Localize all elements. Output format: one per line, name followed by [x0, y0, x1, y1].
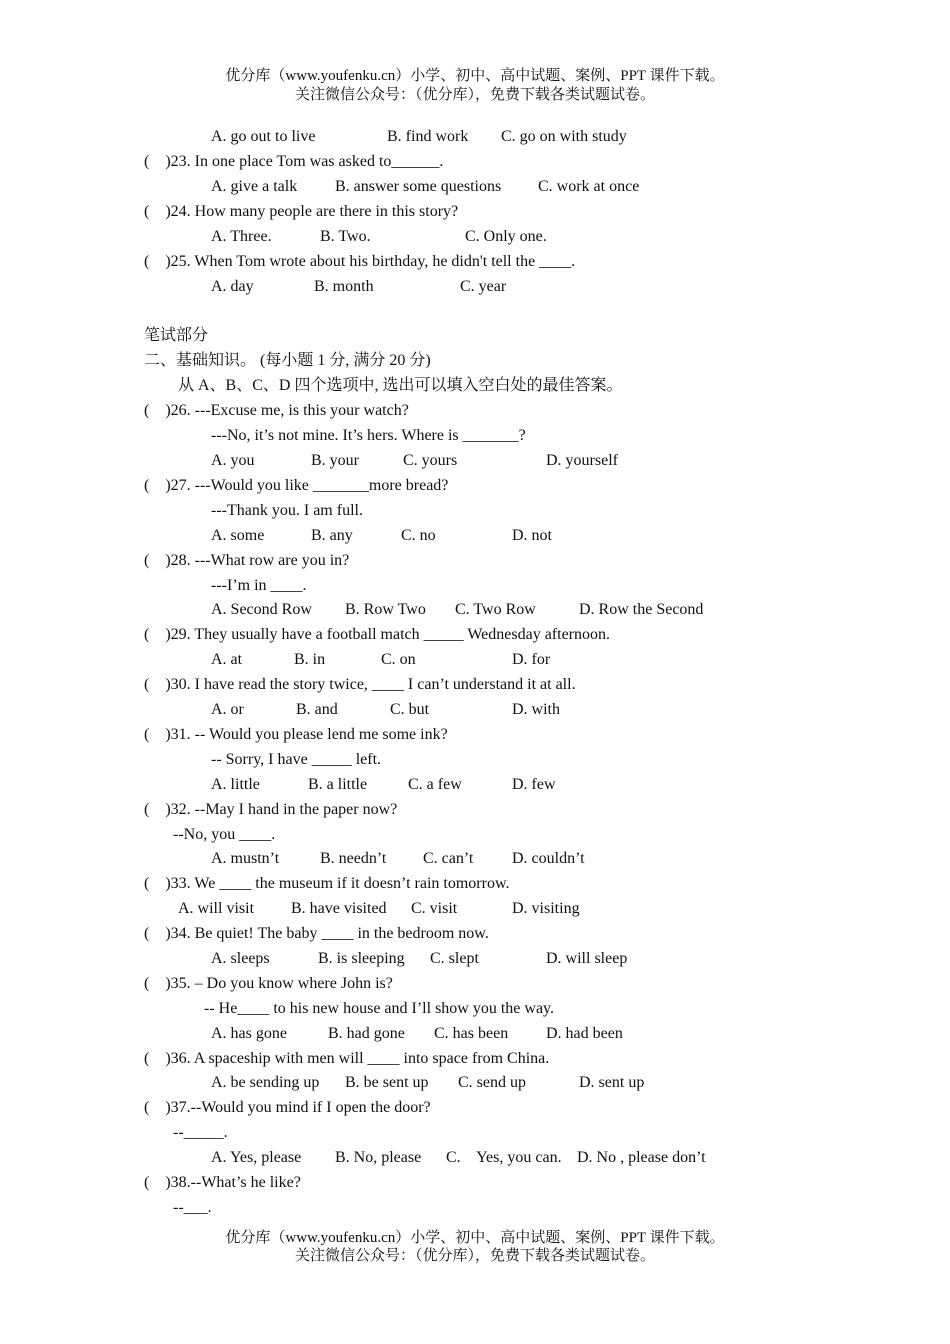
q29-option-b: B. in: [294, 651, 326, 668]
q36-option-a: A. be sending up: [211, 1074, 320, 1091]
q32-option-d: D. couldn’t: [512, 850, 585, 867]
q37-option-d: D. No , please don’t: [577, 1149, 706, 1166]
q38-reply: --___.: [173, 1199, 212, 1216]
q32-reply: --No, you ____.: [173, 826, 276, 843]
q37-option-a: A. Yes, please: [211, 1149, 302, 1166]
q22-option-c: C. go on with study: [501, 128, 627, 145]
q31-option-d: D. few: [512, 776, 556, 793]
header-line-2: 关注微信公众号：（优分库），免费下载各类试题试卷。: [294, 87, 655, 103]
q37-option-b: B. No, please: [335, 1149, 422, 1166]
q32-question: ( )32. --May I hand in the paper now?: [144, 801, 398, 818]
q23-option-b: B. answer some questions: [335, 178, 502, 195]
q22-option-b: B. find work: [387, 128, 469, 145]
q36-option-b: B. be sent up: [345, 1074, 429, 1091]
footer-line-2: 关注微信公众号：（优分库），免费下载各类试题试卷。: [294, 1248, 655, 1264]
q31-option-a: A. little: [211, 776, 260, 793]
q35-option-b: B. had gone: [328, 1025, 405, 1042]
q35-reply: -- He____ to his new house and I’ll show you the way.: [204, 1000, 555, 1017]
q23-question: ( )23. In one place Tom was asked to______.: [144, 153, 444, 170]
q38-question: ( )38.--What’s he like?: [144, 1174, 301, 1191]
section-heading: 二、基础知识。 (每小题 1 分, 满分 20 分): [144, 352, 431, 369]
q27-option-b: B. any: [311, 527, 353, 544]
q30-option-a: A. or: [211, 701, 244, 718]
q31-option-c: C. a few: [408, 776, 462, 793]
q22-option-a: A. go out to live: [211, 128, 316, 145]
q37-option-c: C. Yes, you can.: [446, 1149, 562, 1166]
q33-option-d: D. visiting: [512, 900, 580, 917]
q26-option-d: D. yourself: [546, 452, 618, 469]
q29-question: ( )29. They usually have a football match _____ Wednesday afternoon.: [144, 626, 610, 643]
q33-question: ( )33. We ____ the museum if it doesn’t rain tomorrow.: [144, 875, 510, 892]
q27-reply: ---Thank you. I am full.: [211, 502, 363, 519]
q32-option-a: A. mustn’t: [211, 850, 280, 867]
q37-question: ( )37.--Would you mind if I open the door?: [144, 1099, 431, 1116]
q24-option-c: C. Only one.: [465, 228, 547, 245]
q31-question: ( )31. -- Would you please lend me some ink?: [144, 726, 448, 743]
q27-option-d: D. not: [512, 527, 552, 544]
q28-option-b: B. Row Two: [345, 601, 426, 618]
q34-option-a: A. sleeps: [211, 950, 270, 967]
q30-option-b: B. and: [296, 701, 338, 718]
q27-question: ( )27. ---Would you like _______more bread?: [144, 477, 449, 494]
q34-option-c: C. slept: [430, 950, 479, 967]
q35-option-c: C. has been: [434, 1025, 509, 1042]
q25-option-c: C. year: [460, 278, 507, 295]
q36-option-c: C. send up: [458, 1074, 526, 1091]
q28-option-d: D. Row the Second: [579, 601, 704, 618]
q24-question: ( )24. How many people are there in this story?: [144, 203, 459, 220]
q35-question: ( )35. – Do you know where John is?: [144, 975, 393, 992]
q28-option-a: A. Second Row: [211, 601, 312, 618]
q26-option-b: B. your: [311, 452, 359, 469]
section-instruction: 从 A、B、C、D 四个选项中, 选出可以填入空白处的最佳答案。: [178, 377, 623, 394]
section-title: 笔试部分: [144, 327, 209, 344]
footer-line-1: 优分库（www.youfenku.cn）小学、初中、高中试题、案例、PPT 课件下载。: [225, 1230, 725, 1246]
q31-option-b: B. a little: [308, 776, 368, 793]
q26-reply: ---No, it’s not mine. It’s hers. Where is _______?: [211, 427, 526, 444]
q23-option-a: A. give a talk: [211, 178, 298, 195]
q37-reply: --_____.: [173, 1124, 228, 1141]
q34-option-d: D. will sleep: [546, 950, 628, 967]
q33-option-c: C. visit: [411, 900, 458, 917]
q32-option-b: B. needn’t: [320, 850, 387, 867]
q34-question: ( )34. Be quiet! The baby ____ in the bedroom now.: [144, 925, 489, 942]
q27-option-c: C. no: [401, 527, 436, 544]
q36-option-d: D. sent up: [579, 1074, 645, 1091]
q23-option-c: C. work at once: [538, 178, 640, 195]
q29-option-c: C. on: [381, 651, 416, 668]
q26-option-c: C. yours: [403, 452, 458, 469]
q25-question: ( )25. When Tom wrote about his birthday, he didn't tell the ____.: [144, 253, 576, 270]
q30-question: ( )30. I have read the story twice, ____ I can’t understand it at all.: [144, 676, 576, 693]
q34-option-b: B. is sleeping: [318, 950, 405, 967]
q35-option-d: D. had been: [546, 1025, 623, 1042]
q30-option-d: D. with: [512, 701, 560, 718]
q29-option-d: D. for: [512, 651, 551, 668]
header-line-1: 优分库（www.youfenku.cn）小学、初中、高中试题、案例、PPT 课件下载。: [225, 68, 725, 84]
q33-option-a: A. will visit: [178, 900, 255, 917]
q31-reply: -- Sorry, I have _____ left.: [211, 751, 382, 768]
q25-option-a: A. day: [211, 278, 254, 295]
q30-option-c: C. but: [390, 701, 430, 718]
q28-reply: ---I’m in ____.: [211, 577, 307, 594]
q32-option-c: C. can’t: [423, 850, 474, 867]
q27-option-a: A. some: [211, 527, 265, 544]
q25-option-b: B. month: [314, 278, 374, 295]
q24-option-b: B. Two.: [320, 228, 371, 245]
q28-option-c: C. Two Row: [455, 601, 536, 618]
q28-question: ( )28. ---What row are you in?: [144, 552, 350, 569]
q26-option-a: A. you: [211, 452, 255, 469]
q24-option-a: A. Three.: [211, 228, 272, 245]
q29-option-a: A. at: [211, 651, 243, 668]
q26-question: ( )26. ---Excuse me, is this your watch?: [144, 402, 409, 419]
q33-option-b: B. have visited: [291, 900, 387, 917]
q36-question: ( )36. A spaceship with men will ____ into space from China.: [144, 1050, 550, 1067]
q35-option-a: A. has gone: [211, 1025, 287, 1042]
